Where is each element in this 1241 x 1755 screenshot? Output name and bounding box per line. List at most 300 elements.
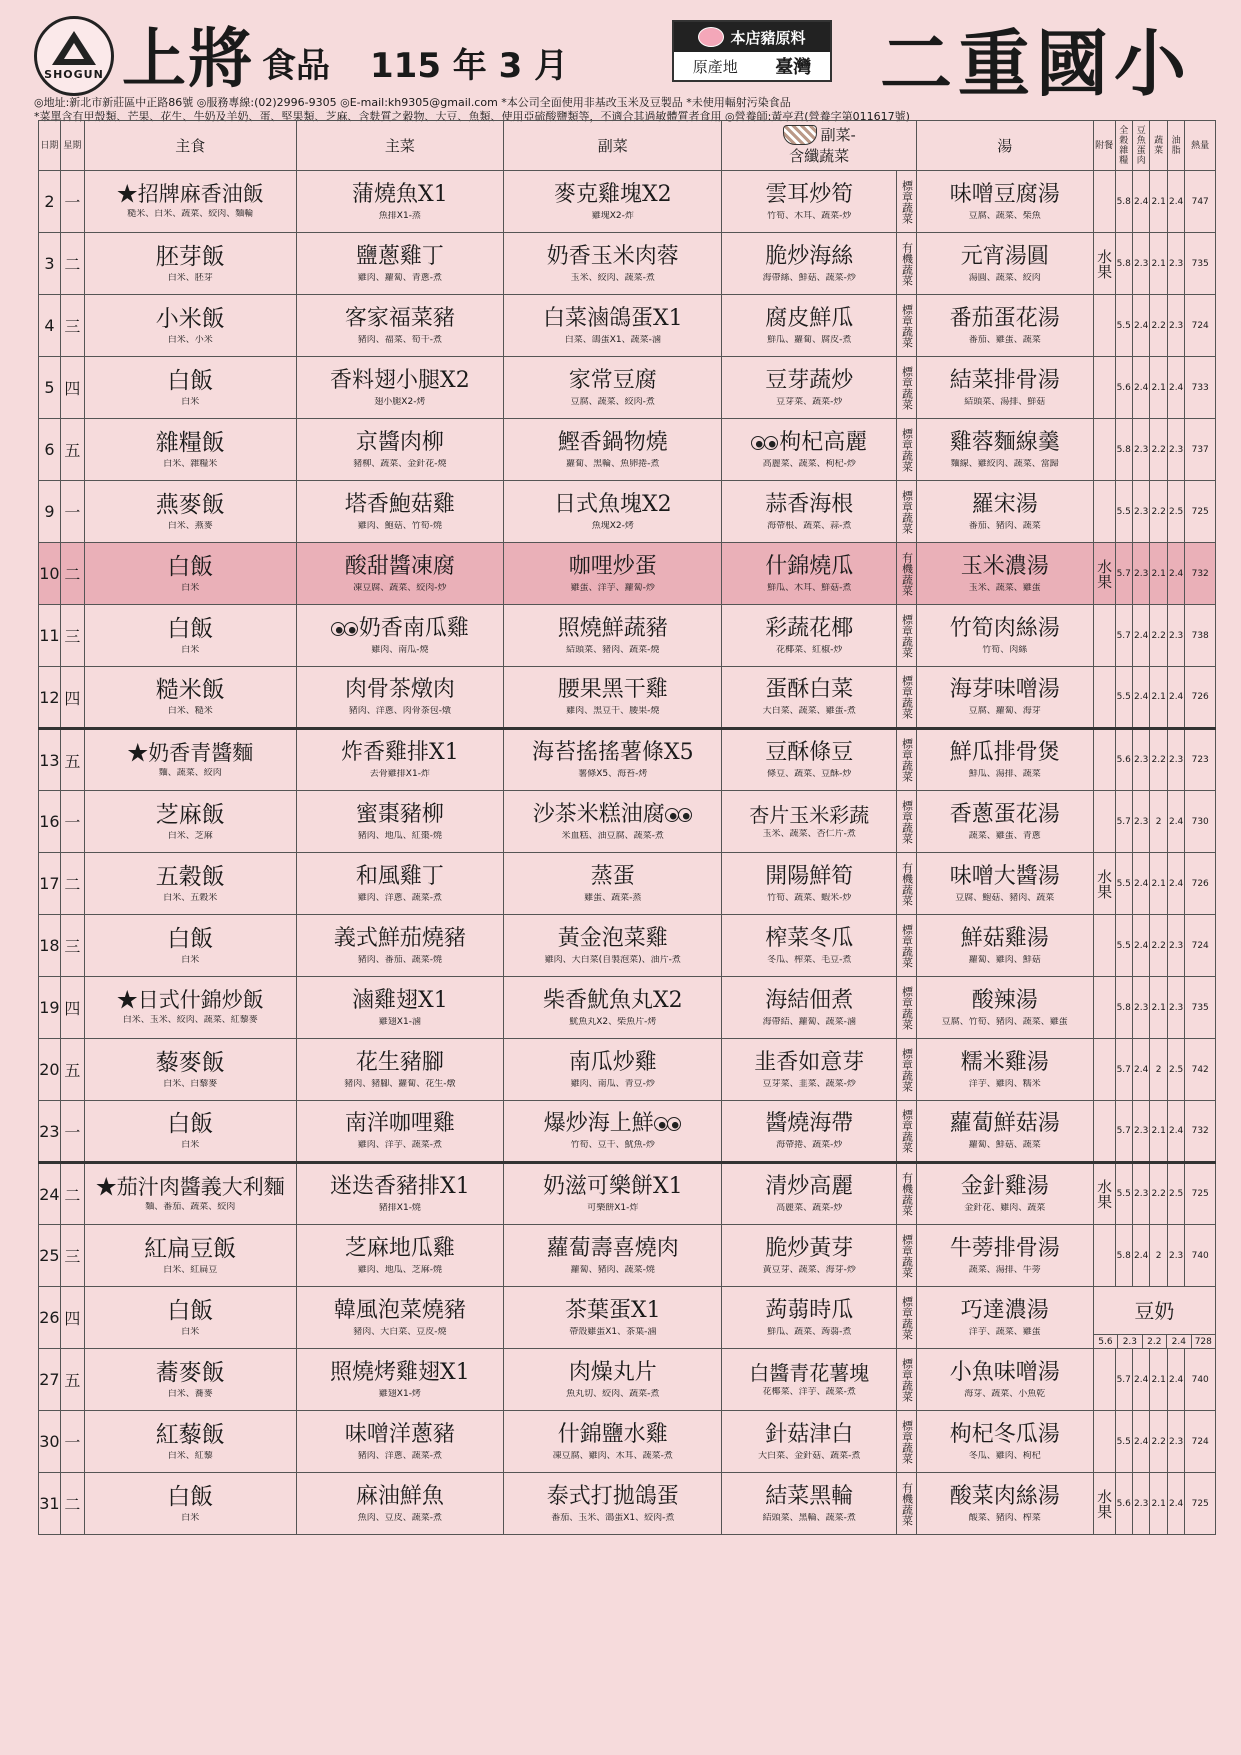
staple-name: 紅扁豆飯 [144, 1235, 237, 1262]
staple-name: ★奶香青醬麵 [127, 740, 254, 765]
side-cell [504, 1287, 722, 1349]
soup-ingredients: 金針花、雞肉、蔬菜 [964, 1203, 1046, 1213]
extra-cell [1093, 667, 1115, 729]
veg-name: 彩蔬花椰 [765, 615, 854, 641]
veg-cell [722, 1039, 897, 1101]
col-date: 日期 [39, 121, 61, 171]
main-cell [296, 791, 503, 853]
side-name: 茶葉蛋X1 [564, 1297, 661, 1323]
nutrition-value: 2.4 [1132, 171, 1149, 233]
veg-ingredients: 條豆、蔬菜、豆酥-炒 [767, 769, 852, 779]
date-cell: 13 [39, 729, 61, 791]
side-name: 白菜滷鴿蛋X1 [542, 305, 683, 331]
nutrition-value: 2.3 [1132, 1101, 1149, 1163]
side-ingredients: 雞塊X2-炸 [591, 210, 634, 221]
staple-name: 蕎麥飯 [155, 1359, 225, 1386]
veg-cell [722, 977, 897, 1039]
soup-name: 竹筍肉絲湯 [949, 615, 1060, 641]
date-cell: 2 [39, 171, 61, 233]
shogun-logo [34, 16, 114, 96]
side-cell [504, 1163, 722, 1225]
nutrition-value: 2.4 [1132, 357, 1149, 419]
nutrition-value: 2.1 [1150, 1349, 1167, 1411]
side-ingredients: 雞肉、大白菜(自製泡菜)、油片-煮 [544, 954, 681, 965]
table-row [39, 1287, 1216, 1349]
nutrition-value: 5.5 [1115, 853, 1132, 915]
main-name: 芝麻地瓜雞 [344, 1235, 455, 1261]
staple-cell [84, 1473, 296, 1535]
side-cell [504, 171, 722, 233]
veg-cell [722, 1163, 897, 1225]
staple-ingredients: 白米、紅扁豆 [163, 1264, 218, 1275]
side-ingredients: 玉米、絞肉、蔬菜-煮 [570, 272, 655, 283]
nutrition-value: 735 [1185, 233, 1216, 295]
veg-ingredients: 竹筍、木耳、蔬菜-炒 [767, 210, 852, 221]
nutrition-value: 735 [1185, 977, 1216, 1039]
menu-period: 115 年 3 月 [370, 46, 569, 86]
veg-type-cell [897, 419, 917, 481]
main-ingredients: 雞肉、洋芋、蔬菜-煮 [357, 1140, 442, 1150]
nutrition-value: 5.5 [1115, 295, 1132, 357]
soup-ingredients: 蔬菜、雞蛋、青蔥 [968, 830, 1041, 841]
weekday-cell: 四 [60, 357, 84, 419]
table-row [39, 1225, 1216, 1287]
veg-type: 標章蔬菜 [900, 1295, 914, 1340]
nutrition-value: 2.2 [1150, 1163, 1167, 1225]
nutrition-value: 2.4 [1167, 357, 1184, 419]
main-cell [296, 543, 503, 605]
side-ingredients: 蘿蔔、黑輪、魚卵捲-煮 [566, 458, 660, 469]
table-row [39, 543, 1216, 605]
date-cell: 3 [39, 233, 61, 295]
veg-type-cell [897, 1473, 917, 1535]
nutrition-value: 2.1 [1150, 543, 1167, 605]
side-name: 肉燥丸片 [568, 1359, 657, 1385]
soup-ingredients: 冬瓜、雞肉、枸杞 [968, 1450, 1041, 1461]
date-cell: 18 [39, 915, 61, 977]
nutrition-value: 2.4 [1167, 1335, 1191, 1348]
soup-ingredients: 鮮瓜、湯排、蔬菜 [968, 769, 1041, 779]
brand-name: 上將 [122, 23, 254, 97]
soup-ingredients: 豆腐、蔬菜、柴魚 [968, 210, 1041, 221]
veg-type: 標章蔬菜 [900, 1047, 914, 1092]
veg-cell [722, 1349, 897, 1411]
side-name: 沙茶米糕油腐 [532, 801, 665, 827]
weekday-cell: 一 [60, 1411, 84, 1473]
veg-type: 標章蔬菜 [900, 1419, 914, 1464]
weekday-cell: 五 [60, 419, 84, 481]
veg-type-cell [897, 171, 917, 233]
veg-type-cell [897, 915, 917, 977]
veg-ingredients: 大白菜、金針菇、蔬菜-煮 [758, 1450, 861, 1461]
soup-name: 番茄蛋花湯 [949, 305, 1060, 331]
nutrition-value: 5.5 [1115, 915, 1132, 977]
soup-name: 牛蒡排骨湯 [949, 1235, 1060, 1261]
soup-name: 酸辣湯 [971, 987, 1038, 1013]
staple-cell [84, 915, 296, 977]
staple-name: 藜麥飯 [155, 1049, 225, 1076]
nutrition-value: 2.4 [1132, 1039, 1149, 1101]
soup-cell [916, 233, 1093, 295]
extra-cell [1093, 977, 1115, 1039]
main-cell [296, 233, 503, 295]
veg-type-cell [897, 543, 917, 605]
extra-cell [1093, 915, 1115, 977]
googly-eyes-icon [665, 808, 691, 822]
nutrition-value: 2.2 [1150, 915, 1167, 977]
table-row [39, 295, 1216, 357]
side-name: 什錦鹽水雞 [557, 1421, 668, 1447]
staple-ingredients: 麵、蔬菜、絞肉 [158, 767, 222, 778]
logo-mark-icon [52, 31, 96, 65]
soup-cell [916, 605, 1093, 667]
table-row [39, 1039, 1216, 1101]
staple-ingredients: 白米 [181, 954, 200, 965]
veg-name: 枸杞高麗 [779, 429, 868, 455]
main-ingredients: 豬肉、洋蔥、肉骨茶包-燉 [348, 706, 451, 716]
side-cell [504, 729, 722, 791]
extra-cell [1093, 605, 1115, 667]
soup-cell [916, 1411, 1093, 1473]
side-cell [504, 915, 722, 977]
veg-type: 有機蔬菜 [900, 1172, 914, 1216]
veg-type-cell [897, 1349, 917, 1411]
soup-name: 糯米雞湯 [960, 1049, 1049, 1075]
nutrition-value: 2.1 [1150, 667, 1167, 729]
col-staple: 主食 [84, 121, 296, 171]
extra-cell [1093, 295, 1115, 357]
staple-ingredients: 白米 [181, 582, 200, 593]
staple-cell [84, 543, 296, 605]
table-row [39, 791, 1216, 853]
side-cell [504, 1039, 722, 1101]
weekday-cell: 五 [60, 1039, 84, 1101]
main-cell [296, 915, 503, 977]
veg-type: 有機蔬菜 [900, 1481, 914, 1526]
date-cell: 5 [39, 357, 61, 419]
veg-type-cell [897, 1101, 917, 1163]
side-ingredients: 豆腐、蔬菜、絞肉-煮 [570, 396, 655, 407]
main-cell [296, 1349, 503, 1411]
veg-cell [722, 1101, 897, 1163]
staple-cell [84, 853, 296, 915]
veg-type-cell [897, 791, 917, 853]
date-cell: 31 [39, 1473, 61, 1535]
date-cell: 26 [39, 1287, 61, 1349]
side-cell [504, 977, 722, 1039]
soymilk-label: 豆奶 [1134, 1298, 1175, 1323]
soup-name: 香蔥蛋花湯 [949, 801, 1060, 827]
staple-ingredients: 白米、蕎麥 [167, 1388, 213, 1399]
main-ingredients: 雞翅X1-滷 [378, 1016, 421, 1027]
nutrition-value: 738 [1185, 605, 1216, 667]
staple-cell [84, 419, 296, 481]
veg-name: 醬燒海帶 [765, 1111, 854, 1136]
extra-cell [1093, 1163, 1115, 1225]
veg-ingredients: 海帶捲、蔬菜-炒 [776, 1140, 843, 1150]
veg-cell [722, 171, 897, 233]
soup-cell [916, 1287, 1093, 1349]
nutrition-value: 5.6 [1115, 357, 1132, 419]
side-cell [504, 1225, 722, 1287]
veg-cell [722, 481, 897, 543]
staple-name: ★招牌麻香油飯 [116, 182, 264, 206]
soup-ingredients: 玉米、蔬菜、雞蛋 [968, 582, 1041, 593]
weekday-cell: 三 [60, 1225, 84, 1287]
side-cell [504, 667, 722, 729]
brand-sub: 食品 [262, 46, 330, 86]
extra-cell [1093, 357, 1115, 419]
soup-ingredients: 海芽、蔬菜、小魚乾 [964, 1388, 1046, 1399]
veg-name: 豆芽蔬炒 [765, 367, 854, 393]
nutrition-value: 725 [1185, 1163, 1216, 1225]
nutrition-value: 2.4 [1167, 667, 1184, 729]
main-ingredients: 雞肉、地瓜、芝麻-燒 [357, 1264, 442, 1275]
nutrition-value: 2.3 [1118, 1335, 1142, 1348]
nutrition-value: 732 [1185, 1101, 1216, 1163]
veg-name: 清炒高麗 [765, 1174, 854, 1199]
veg-name: 榨菜冬瓜 [765, 925, 854, 951]
soup-name: 金針雞湯 [960, 1174, 1049, 1199]
veg-ingredients: 鮮瓜、蔬菜、蒟蒻-煮 [767, 1326, 852, 1337]
side-cell [504, 295, 722, 357]
side-cell [504, 419, 722, 481]
weekday-cell: 二 [60, 853, 84, 915]
nutrition-value: 2.2 [1150, 295, 1167, 357]
side-name: 蘿蔔壽喜燒肉 [546, 1235, 679, 1261]
staple-cell [84, 1287, 296, 1349]
nutrition-value: 2.4 [1132, 1225, 1149, 1287]
nutrition-value: 5.6 [1094, 1335, 1118, 1348]
veg-type-cell [897, 481, 917, 543]
staple-name: 紅藜飯 [155, 1421, 225, 1448]
soup-ingredients: 蘿蔔、鮮菇、蔬菜 [968, 1140, 1041, 1150]
nutrition-value: 2.3 [1132, 791, 1149, 853]
veg-name: 針菇津白 [765, 1421, 854, 1447]
nutrition-value: 2.3 [1132, 1163, 1149, 1225]
col-protein: 豆魚蛋肉 [1132, 121, 1149, 171]
veg-type-cell [897, 853, 917, 915]
company-info: ◎地址:新北市新莊區中正路86號 ◎服務專線:(02)2996-9305 ◎E-mail:kh9305@gmail.com *本公司全面使用非基改玉米及豆製品 *未使用輻射污染食品 [34, 96, 791, 109]
soup-cell [916, 357, 1093, 419]
side-ingredients: 白菜、鴿蛋X1、蔬菜-滷 [564, 334, 661, 345]
veg-ingredients: 玉米、蔬菜、杏仁片-煮 [762, 828, 856, 839]
col-extra: 附餐 [1093, 121, 1115, 171]
nutrition-value: 2.2 [1150, 605, 1167, 667]
veg-name: 海結佃煮 [765, 987, 854, 1013]
main-cell [296, 171, 503, 233]
staple-name: ★茄汁肉醬義大利麵 [95, 1174, 285, 1199]
allergen-notice: *菜單含有甲殼類、芒果、花生、牛奶及羊奶、蛋、堅果類、芝麻、含麩質之穀物、大豆、魚類、使用亞硫酸鹽類等，不適合其過敏體質者食用 ◎營養師:黃亭君(營養字第011617號) [34, 110, 910, 123]
side-cell [504, 853, 722, 915]
veg-type-cell [897, 1163, 917, 1225]
veg-name: 什錦燒瓜 [765, 553, 854, 579]
nutrition-value: 2.3 [1132, 481, 1149, 543]
side-name: 照燒鮮蔬豬 [557, 615, 668, 641]
nutrition-value: 732 [1185, 543, 1216, 605]
nutrition-value: 2.4 [1167, 171, 1184, 233]
pork-origin-badge [672, 20, 832, 82]
col-veg [722, 121, 916, 171]
nutrition-value: 2.3 [1132, 729, 1149, 791]
col-vegetable: 蔬菜 [1150, 121, 1167, 171]
soup-cell [916, 543, 1093, 605]
table-row [39, 915, 1216, 977]
nutrition-value: 2.4 [1167, 1349, 1184, 1411]
date-cell: 25 [39, 1225, 61, 1287]
veg-cell [722, 1473, 897, 1535]
main-ingredients: 豬柳、蔬菜、金針花-燒 [353, 458, 447, 469]
veg-name: 脆炒海絲 [765, 243, 854, 269]
veg-ingredients: 高麗菜、蔬菜-炒 [776, 1203, 843, 1213]
veg-type: 標章蔬菜 [900, 489, 914, 534]
nutrition-value: 2.3 [1167, 295, 1184, 357]
nutrition-value: 5.8 [1115, 419, 1132, 481]
veg-ingredients: 結頭菜、黑輪、蔬菜-煮 [762, 1512, 856, 1523]
soup-ingredients: 結頭菜、湯排、鮮菇 [964, 396, 1046, 407]
veg-cell [722, 543, 897, 605]
table-row [39, 419, 1216, 481]
soup-cell [916, 853, 1093, 915]
staple-ingredients: 白米 [181, 1326, 200, 1337]
table-row [39, 1411, 1216, 1473]
staple-cell [84, 1225, 296, 1287]
side-cell [504, 1473, 722, 1535]
soup-cell [916, 1349, 1093, 1411]
nutrition-value: 2.3 [1167, 915, 1184, 977]
veg-type-cell [897, 1287, 917, 1349]
veg-name: 蒜香海根 [765, 491, 854, 517]
staple-cell [84, 233, 296, 295]
staple-name: 白飯 [167, 553, 214, 580]
main-cell [296, 667, 503, 729]
main-ingredients: 去骨雞排X1-炸 [369, 769, 430, 779]
staple-name: 白飯 [167, 1483, 214, 1510]
main-name: 炸香雞排X1 [341, 740, 459, 765]
logo-text: SHOGUN [44, 68, 104, 81]
date-cell: 11 [39, 605, 61, 667]
main-name: 迷迭香豬排X1 [330, 1174, 470, 1199]
soup-cell [916, 1039, 1093, 1101]
extra-cell [1093, 1039, 1115, 1101]
table-row [39, 171, 1216, 233]
main-ingredients: 豬肉、豬腳、蘿蔔、花生-燉 [344, 1078, 456, 1089]
nutrition-value: 2.3 [1167, 419, 1184, 481]
side-name: 海苔搖搖薯條X5 [531, 740, 694, 765]
side-name: 南瓜炒雞 [568, 1049, 657, 1075]
staple-ingredients: 白米 [181, 1140, 200, 1150]
main-name: 酸甜醬凍腐 [344, 553, 455, 579]
soup-name: 海芽味噌湯 [949, 677, 1060, 702]
staple-name: ★日式什錦炒飯 [116, 988, 264, 1012]
veg-ingredients: 高麗菜、蔬菜、枸杞-炒 [762, 458, 856, 469]
staple-ingredients: 白米 [181, 1512, 200, 1523]
nutrition-value: 2.1 [1150, 1101, 1167, 1163]
table-row [39, 1101, 1216, 1163]
veg-name: 白醬青花薯塊 [749, 1360, 870, 1385]
vegetable-basket-icon [783, 125, 817, 145]
soup-ingredients: 蔬菜、湯排、牛蒡 [968, 1264, 1041, 1275]
col-weekday: 星期 [60, 121, 84, 171]
staple-ingredients: 白米、糙米 [167, 706, 213, 716]
staple-cell [84, 1349, 296, 1411]
side-ingredients: 魷魚丸X2、柴魚片-烤 [569, 1016, 657, 1027]
nutrition-value: 2.3 [1167, 1411, 1184, 1473]
veg-cell [722, 605, 897, 667]
veg-type: 標章蔬菜 [900, 1233, 914, 1278]
extra-cell [1093, 233, 1115, 295]
table-row [39, 357, 1216, 419]
table-header-row [39, 121, 1216, 171]
veg-type-cell [897, 1411, 917, 1473]
weekday-cell: 三 [60, 915, 84, 977]
table-row [39, 605, 1216, 667]
veg-ingredients: 花椰菜、洋芋、蔬菜-煮 [762, 1386, 856, 1397]
side-cell [504, 1349, 722, 1411]
nutrition-value: 2.3 [1132, 419, 1149, 481]
nutrition-value: 723 [1185, 729, 1216, 791]
veg-ingredients: 黃豆芽、蔬菜、海芽-炒 [762, 1264, 856, 1275]
soup-cell [916, 1101, 1093, 1163]
veg-name: 蛋酥白菜 [765, 677, 854, 702]
veg-ingredients: 竹筍、蔬菜、蝦米-炒 [767, 892, 852, 903]
side-cell [504, 357, 722, 419]
veg-type-cell [897, 667, 917, 729]
col-kcal: 熱量 [1185, 121, 1216, 171]
extra-item: 水果 [1095, 1488, 1114, 1519]
date-cell: 4 [39, 295, 61, 357]
veg-type-cell [897, 1225, 917, 1287]
main-ingredients: 豬肉、地瓜、紅棗-燒 [357, 830, 442, 841]
main-cell [296, 605, 503, 667]
nutrition-value: 2.2 [1150, 1411, 1167, 1473]
soup-name: 結菜排骨湯 [949, 367, 1060, 393]
veg-ingredients: 海帶絲、鮮菇、蔬菜-炒 [762, 272, 856, 283]
menu-body [39, 171, 1216, 1535]
soup-ingredients: 豆腐、鮑菇、豬肉、蔬菜 [955, 892, 1055, 903]
veg-type: 標章蔬菜 [900, 365, 914, 410]
nutrition-value: 2.3 [1132, 977, 1149, 1039]
extra-cell [1093, 853, 1115, 915]
table-row [39, 233, 1216, 295]
extra-item: 水果 [1095, 558, 1114, 589]
veg-ingredients: 豆芽菜、蔬菜-炒 [776, 396, 843, 407]
staple-ingredients: 白米、紅藜 [167, 1450, 213, 1461]
main-cell [296, 1287, 503, 1349]
side-ingredients: 雞肉、黑豆干、腰果-燒 [566, 706, 660, 716]
veg-type: 有機蔬菜 [900, 241, 914, 286]
veg-ingredients: 花椰菜、紅椒-炒 [776, 644, 843, 655]
veg-name: 開陽鮮筍 [765, 863, 854, 889]
nutrition-value: 2.1 [1150, 171, 1167, 233]
extra-cell [1093, 1101, 1115, 1163]
side-ingredients: 蘿蔔、豬肉、蔬菜-燒 [570, 1264, 655, 1275]
soup-cell [916, 1225, 1093, 1287]
main-name: 麻油鮮魚 [355, 1483, 444, 1509]
date-cell: 17 [39, 853, 61, 915]
main-ingredients: 凍豆腐、蔬菜、絞肉-炒 [353, 582, 447, 593]
soup-cell [916, 171, 1093, 233]
extra-item: 水果 [1095, 1179, 1114, 1209]
weekday-cell: 三 [60, 295, 84, 357]
staple-cell [84, 481, 296, 543]
soup-ingredients: 豆腐、蘿蔔、海芽 [968, 706, 1041, 716]
staple-ingredients: 糙米、白米、蔬菜、絞肉、麵輪 [127, 209, 254, 219]
main-name: 照燒烤雞翅X1 [330, 1359, 470, 1385]
side-cell [504, 1101, 722, 1163]
side-name: 柴香魷魚丸X2 [542, 987, 683, 1013]
side-ingredients: 竹筍、豆干、魷魚-炒 [570, 1140, 655, 1150]
